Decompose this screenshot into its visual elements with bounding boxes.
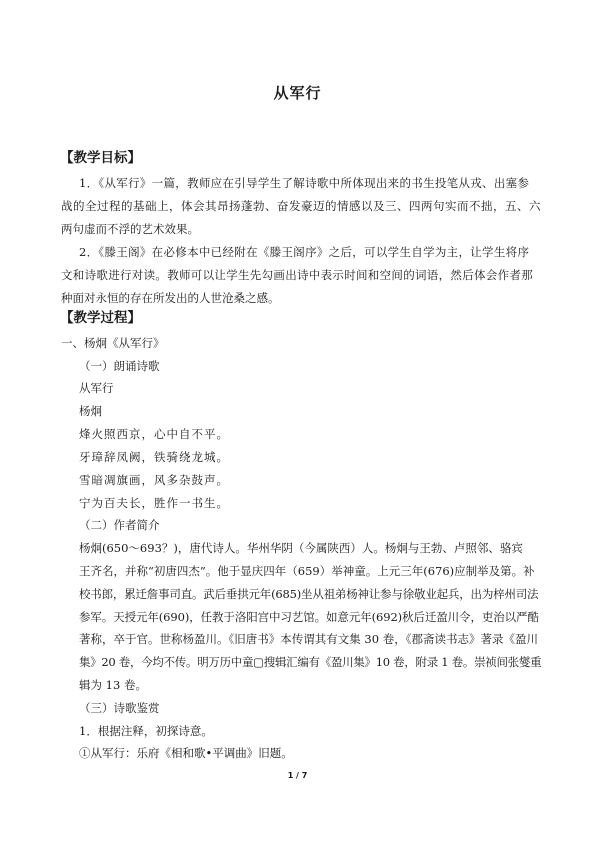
page-number: 1 / 7 xyxy=(287,771,308,780)
process-line: 从军行 xyxy=(79,381,114,395)
process-line: 参军。天授元年(690)，任教于洛阳宫中习艺馆。如意元年(692)秋后迁盈川令，吏治以严酷 xyxy=(79,610,539,624)
process-line: （三）诗歌鉴赏 xyxy=(79,701,160,715)
process-heading: 【教学过程】 xyxy=(60,310,141,326)
goals-heading: 【教学目标】 xyxy=(60,150,141,166)
process-line: （一）朗诵诗歌 xyxy=(79,359,160,373)
poem-line: 牙璋辞凤阙，铁骑绕龙城。 xyxy=(79,450,229,464)
goals-line: 战的全过程的基础上，体会其昂扬蓬勃、奋发豪迈的情感以及三、四两句实而不拙，五、六 xyxy=(61,199,541,213)
process-line: 校书郎，累迁詹事司直。武后垂拱元年(685)坐从祖弟杨神让参与徐敬业起兵，出为梓州司法 xyxy=(79,587,539,601)
process-line: ①从军行：乐府《相和歌•平调曲》旧题。 xyxy=(79,746,293,760)
process-line: 辑为 13 卷。 xyxy=(79,678,147,692)
page-title: 从军行 xyxy=(273,84,322,102)
process-line: 1．根据注释，初探诗意。 xyxy=(79,724,213,738)
process-line: 集》20 卷，今均不传。明万历中童▢搜辑汇编有《盈川集》10 卷，附录 1 卷。崇祯间张燮重 xyxy=(79,655,542,669)
goals-line: 种面对永恒的存在所发出的人世沧桑之感。 xyxy=(61,291,280,305)
goals-line: 两句虚而不浮的艺术效果。 xyxy=(61,222,199,236)
poem-line: 烽火照西京，心中自不平。 xyxy=(79,427,229,441)
goals-line: 文和诗歌进行对读。教师可以让学生先勾画出诗中表示时间和空间的词语，然后体会作者那 xyxy=(61,268,533,282)
poem-line: 宁为百夫长，胜作一书生。 xyxy=(79,496,229,510)
process-line: 杨炯 xyxy=(79,404,102,418)
poem-line: 雪暗凋旗画，风多杂鼓声。 xyxy=(79,473,229,487)
process-line: 王齐名，并称“初唐四杰”。他于显庆四年（659）举神童。上元三年(676)应制举及第。补 xyxy=(79,564,535,578)
process-line: 杨炯(650～693？)，唐代诗人。华州华阴（今属陕西）人。杨炯与王勃、卢照邻、骆宾 xyxy=(79,541,523,555)
goals-line: 2．《滕王阁》在必修本中已经附在《滕王阁序》之后，可以学生自学为主，让学生将序 xyxy=(79,245,530,259)
process-line: 一、杨炯《从军行》 xyxy=(61,336,165,350)
process-line: 著称，卒于官。世称杨盈川。《旧唐书》本传谓其有文集 30 卷，《郡斋读书志》著录《盈川 xyxy=(79,632,538,646)
process-line: （二）作者简介 xyxy=(79,518,160,532)
goals-line: 1．《从军行》一篇，教师应在引导学生了解诗歌中所体现出来的书生投笔从戎、出塞参 xyxy=(79,176,530,190)
